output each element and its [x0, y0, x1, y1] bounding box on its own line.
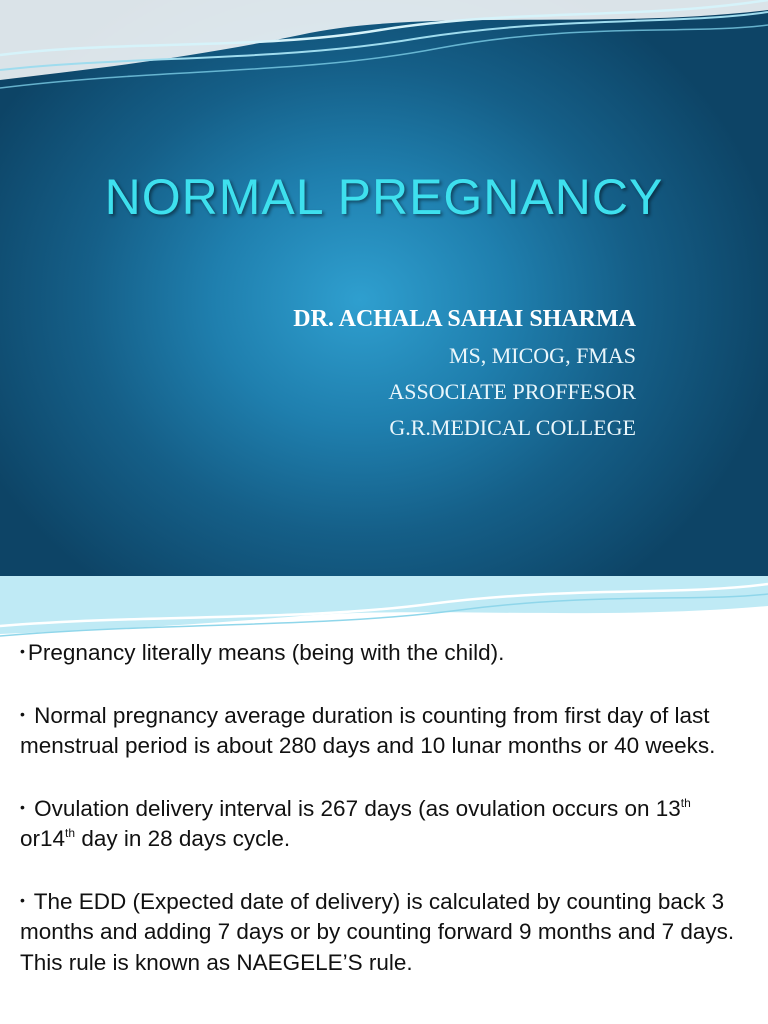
- slide-title: NORMAL PREGNANCY: [104, 169, 664, 225]
- author-position: ASSOCIATE PROFFESOR: [388, 379, 636, 404]
- content-slide: [0, 576, 768, 1024]
- bullet-text: Pregnancy literally means (being with the child).: [27, 640, 505, 665]
- bullet-dot-icon: •: [20, 891, 25, 908]
- bullet-item: [20, 636, 750, 669]
- superscript: th: [65, 826, 76, 840]
- bullet-text: Ovulation delivery interval is 267 days (as ovulation occurs on 13: [34, 795, 681, 821]
- wave-decoration: [0, 0, 768, 120]
- bullet-text: The EDD (Expected date of delivery) is calculated by counting back 3 months and adding 7 days or by counting forward 9 months and 7 days. This rule is known as NAEGELE’S rule.: [20, 888, 735, 975]
- author-block: [293, 300, 636, 446]
- bullet-text: Normal pregnancy average duration is counting from first day of last menstrual period is about 280 days and 10 lunar months or 40 weeks.: [20, 702, 716, 758]
- bullet-dot-icon: •: [20, 643, 25, 659]
- author-name: DR. ACHALA SAHAI SHARMA: [293, 306, 636, 332]
- superscript: th: [680, 795, 691, 810]
- author-credentials: MS, MICOG, FMAS: [448, 343, 636, 368]
- author-institution: G.R.MEDICAL COLLEGE: [389, 415, 636, 440]
- bullet-text: or14: [20, 826, 66, 851]
- bullet-dot-icon: •: [20, 705, 25, 722]
- bullet-item: [20, 792, 750, 855]
- bullet-dot-icon: •: [20, 798, 25, 815]
- bullet-item: [20, 699, 750, 762]
- bullet-list: [20, 636, 750, 1008]
- bullet-text: day in 28 days cycle.: [75, 826, 291, 851]
- bullet-item: [20, 885, 750, 979]
